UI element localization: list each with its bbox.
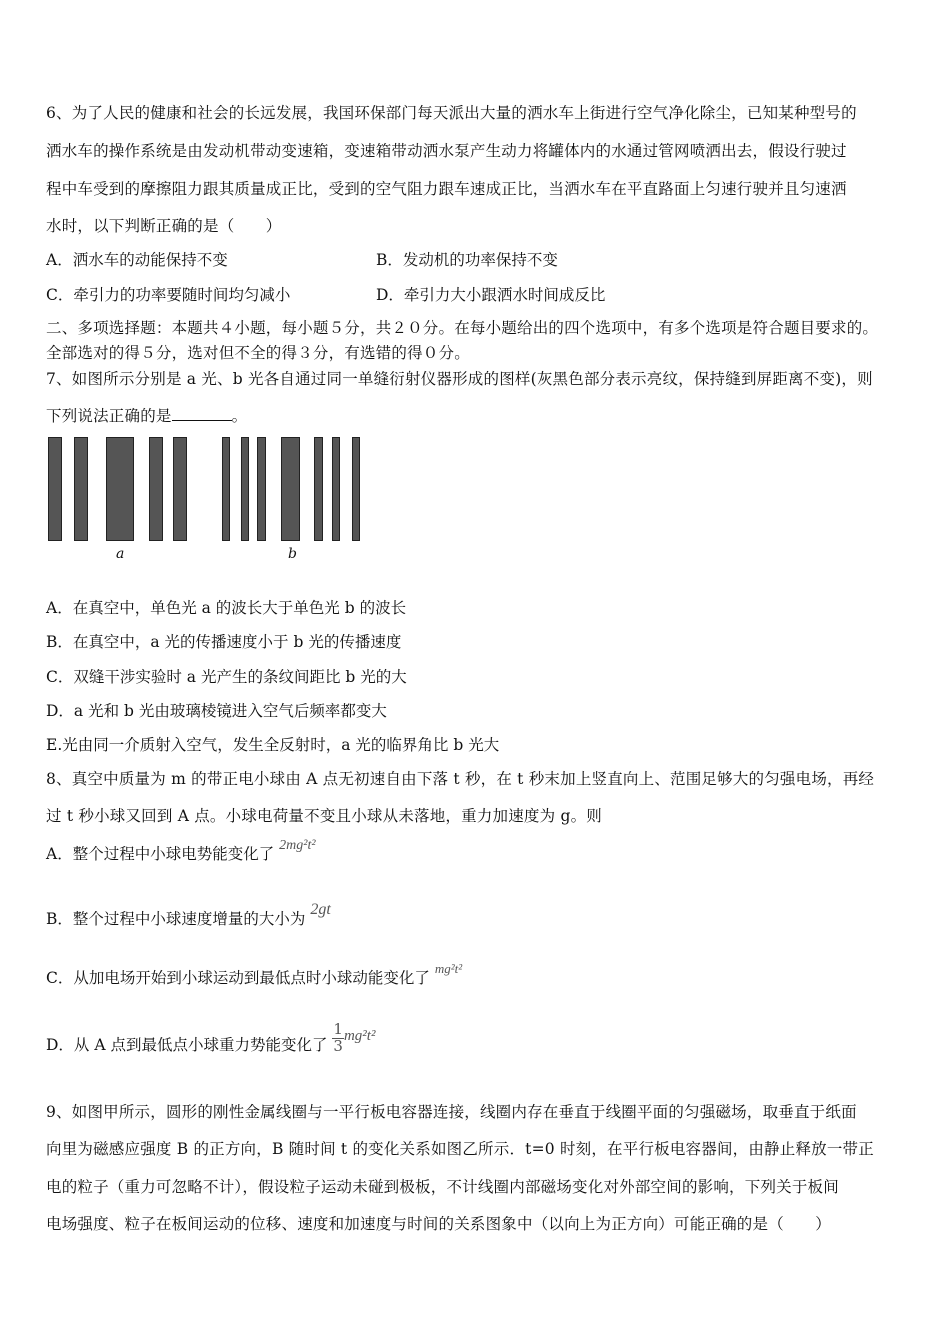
fringe-b-1 [222, 437, 230, 541]
fringe-b-5 [314, 437, 323, 541]
q6-line-3: 程中车受到的摩擦阻力跟其质量成正比，受到的空气阻力跟车速成正比，当洒水车在平直路面上匀速行驶并且匀速洒 [46, 180, 847, 198]
q8-option-b-formula: 2gt [310, 901, 331, 918]
q8-line-2: 过 t 秒小球又回到 A 点。小球电荷量不变且小球从未落地，重力加速度为 g。则 [46, 807, 602, 825]
q8-option-a [46, 838, 316, 864]
section2-line-1: 二、多项选择题：本题共４小题，每小题５分，共２０分。在每小题给出的四个选项中，有多个选项是符合题目要求的。 [46, 319, 879, 337]
q8-option-d [46, 1020, 376, 1062]
q6-option-c: C．牵引力的功率要随时间均匀减小 [46, 286, 291, 304]
q7-option-b: B．在真空中，a 光的传播速度小于 b 光的传播速度 [46, 633, 402, 651]
q8-option-b-text: B．整个过程中小球速度增量的大小为 [46, 910, 306, 928]
figure-label-b: b [288, 546, 297, 562]
q9-line-3: 电的粒子（重力可忽略不计），假设粒子运动未碰到极板，不计线圈内部磁场变化对外部空间的影响，下列关于板间 [46, 1178, 839, 1196]
answer-blank [172, 406, 232, 421]
q8-option-a-text: A．整个过程中小球电势能变化了 [46, 845, 275, 863]
q7-option-d: D．a 光和 b 光由玻璃棱镜进入空气后频率都变大 [46, 702, 387, 720]
fringe-b-3 [257, 437, 266, 541]
q6-option-a: A．洒水车的动能保持不变 [46, 251, 228, 269]
q7-option-c: C．双缝干涉实验时 a 光产生的条纹间距比 b 光的大 [46, 668, 407, 686]
q7-option-a: A．在真空中，单色光 a 的波长大于单色光 b 的波长 [46, 599, 407, 617]
fringe-a-1 [48, 437, 62, 541]
fringe-b-6 [332, 437, 340, 541]
q6-line-1: 6、为了人民的健康和社会的长远发展，我国环保部门每天派出大量的洒水车上街进行空气净化除尘，已知某种型号的 [46, 104, 857, 122]
fraction-denominator: 3 [333, 1037, 343, 1055]
q8-option-c-text: C．从加电场开始到小球运动到最低点时小球动能变化了 [46, 969, 430, 987]
fraction-numerator: 1 [333, 1020, 343, 1038]
q8-option-a-formula: 2mg²t² [279, 838, 316, 853]
fringe-a-2 [74, 437, 88, 541]
fringe-a-4 [149, 437, 163, 541]
fringe-a-5 [173, 437, 187, 541]
q9-line-1: 9、如图甲所示，圆形的刚性金属线圈与一平行板电容器连接，线圈内存在垂直于线圈平面的匀强磁场，取垂直于纸面 [46, 1103, 857, 1121]
q9-line-2: 向里为磁感应强度 B 的正方向，B 随时间 t 的变化关系如图乙所示．t=0 时刻，在平行板电容器间，由静止释放一带正 [46, 1140, 874, 1158]
figure-label-a: a [116, 546, 125, 562]
q8-option-d-formula: mg²t² [343, 1028, 376, 1044]
q9-line-4: 电场强度、粒子在板间运动的位移、速度和加速度与时间的关系图象中（以向上为正方向）可能正确的是（ ） [46, 1215, 832, 1233]
q8-option-c-formula: mg²t² [434, 961, 463, 976]
fringe-a-3 [106, 437, 134, 541]
fringe-b-2 [241, 437, 249, 541]
fringe-b-4 [281, 437, 300, 541]
q7-line-2-text: 下列说法正确的是 [46, 407, 172, 425]
q7-option-e: E.光由同一介质射入空气，发生全反射时，a 光的临界角比 b 光大 [46, 736, 500, 754]
q6-option-d: D．牵引力大小跟洒水时间成反比 [376, 286, 606, 304]
q6-line-2: 洒水车的操作系统是由发动机带动变速箱，变速箱带动洒水泵产生动力将罐体内的水通过管网喷洒出去，假设行驶过 [46, 142, 847, 160]
q8-option-b [46, 901, 331, 929]
q8-line-1: 8、真空中质量为 m 的带正电小球由 A 点无初速自由下落 t 秒，在 t 秒末加上竖直向上、范围足够大的匀强电场，再经 [46, 770, 875, 788]
diffraction-figure [46, 432, 366, 567]
q8-option-d-text: D．从 A 点到最低点小球重力势能变化了 [46, 1036, 328, 1054]
section2-line-2: 全部选对的得５分，选对但不全的得３分，有选错的得０分。 [46, 344, 470, 362]
fringe-b-7 [352, 437, 360, 541]
q8-option-c [46, 961, 463, 988]
q7-line-2-end: 。 [231, 407, 248, 425]
q6-option-b: B．发动机的功率保持不变 [376, 251, 558, 269]
q7-line-1: 7、如图所示分别是 a 光、b 光各自通过同一单缝衍射仪器形成的图样(灰黑色部分表示亮纹，保持缝到屏距离不变)，则 [46, 370, 873, 388]
q7-line-2 [46, 404, 247, 426]
q6-line-4: 水时，以下判断正确的是（ ） [46, 217, 282, 235]
q8-option-d-fraction [332, 1022, 344, 1054]
